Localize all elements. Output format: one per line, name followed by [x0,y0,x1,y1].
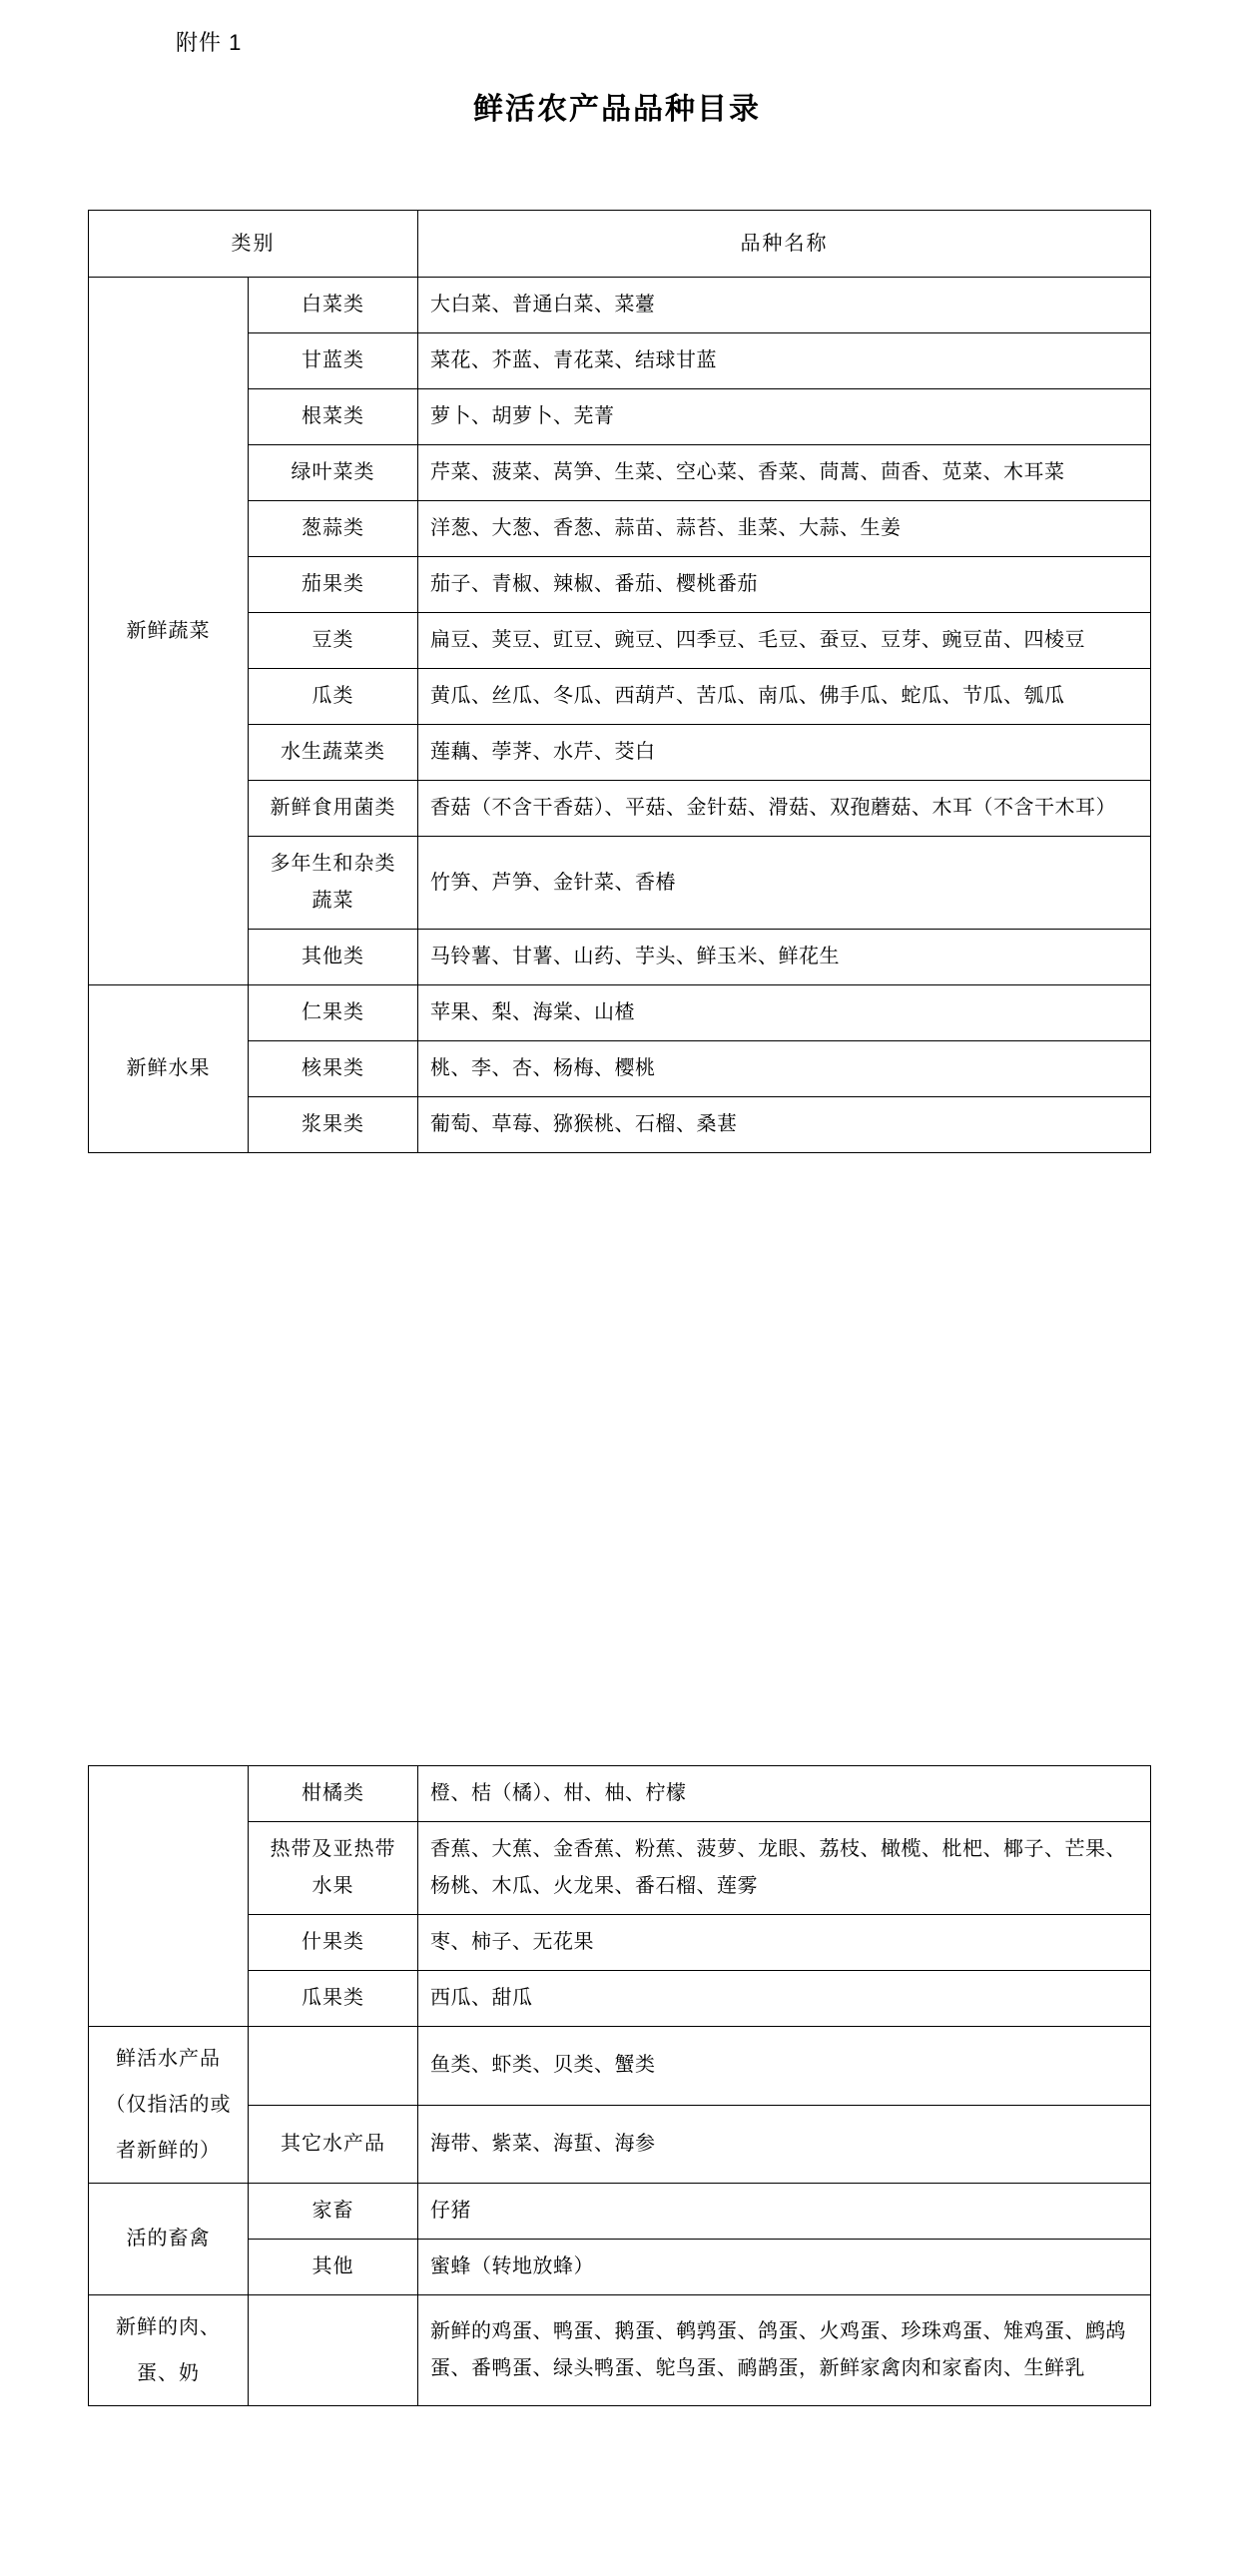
category-sub: 瓜果类 [249,1971,418,2027]
table-row [89,445,1151,501]
category-sub: 其他 [249,2240,418,2295]
category-major-aquatic: 鲜活水产品（仅指活的或者新鲜的） [89,2027,249,2184]
variety-names: 苹果、梨、海棠、山楂 [418,985,1151,1041]
category-sub: 热带及亚热带水果 [249,1822,418,1915]
variety-names: 蜜蜂（转地放蜂） [418,2240,1151,2295]
table-row [89,2105,1151,2184]
variety-names: 马铃薯、甘薯、山药、芋头、鲜玉米、鲜花生 [418,930,1151,985]
variety-names: 香蕉、大蕉、金香蕉、粉蕉、菠萝、龙眼、荔枝、橄榄、枇杷、椰子、芒果、杨桃、木瓜、火龙果、番石榴、莲雾 [418,1822,1151,1915]
category-major-fruits-continued [89,1766,249,2027]
table-row [89,930,1151,985]
variety-names: 洋葱、大葱、香葱、蒜苗、蒜苔、韭菜、大蒜、生姜 [418,501,1151,557]
variety-names: 桃、李、杏、杨梅、樱桃 [418,1041,1151,1097]
table-row [89,2240,1151,2295]
table-row [89,1971,1151,2027]
table-header-row [89,211,1151,278]
table-row [89,278,1151,333]
table-row [89,557,1151,613]
category-major-livestock: 活的畜禽 [89,2184,249,2295]
category-sub [249,2027,418,2106]
header-category: 类别 [89,211,418,278]
table-row [89,1822,1151,1915]
table-row [89,2184,1151,2240]
variety-names: 莲藕、荸荠、水芹、茭白 [418,725,1151,781]
category-sub: 什果类 [249,1915,418,1971]
variety-names: 仔猪 [418,2184,1151,2240]
table-row [89,1097,1151,1153]
catalog-table-continued [88,1765,1151,2406]
variety-names: 鱼类、虾类、贝类、蟹类 [418,2027,1151,2106]
catalog-table-part-2 [88,1765,1150,2406]
attachment-label: 附件 1 [176,30,243,55]
category-sub: 其他类 [249,930,418,985]
table-row [89,837,1151,930]
variety-names: 竹笋、芦笋、金针菜、香椿 [418,837,1151,930]
variety-names: 茄子、青椒、辣椒、番茄、樱桃番茄 [418,557,1151,613]
variety-names: 黄瓜、丝瓜、冬瓜、西葫芦、苦瓜、南瓜、佛手瓜、蛇瓜、节瓜、瓠瓜 [418,669,1151,725]
category-sub: 茄果类 [249,557,418,613]
variety-names: 海带、紫菜、海蜇、海参 [418,2105,1151,2184]
table-row [89,333,1151,389]
table-row [89,1766,1151,1822]
variety-names: 香菇（不含干香菇）、平菇、金针菇、滑菇、双孢蘑菇、木耳（不含干木耳） [418,781,1151,837]
table-row [89,613,1151,669]
catalog-table [88,210,1151,1153]
variety-names: 西瓜、甜瓜 [418,1971,1151,2027]
variety-names: 橙、桔（橘）、柑、柚、柠檬 [418,1766,1151,1822]
category-sub: 葱蒜类 [249,501,418,557]
category-sub: 核果类 [249,1041,418,1097]
category-major-fruits: 新鲜水果 [89,985,249,1153]
variety-names: 葡萄、草莓、猕猴桃、石榴、桑葚 [418,1097,1151,1153]
category-sub: 多年生和杂类蔬菜 [249,837,418,930]
category-sub: 柑橘类 [249,1766,418,1822]
category-sub: 根菜类 [249,389,418,445]
variety-names: 大白菜、普通白菜、菜薹 [418,278,1151,333]
variety-names: 萝卜、胡萝卜、芜菁 [418,389,1151,445]
category-major-vegetables: 新鲜蔬菜 [89,278,249,985]
table-row [89,1915,1151,1971]
category-sub: 豆类 [249,613,418,669]
page-title: 鲜活农产品品种目录 [473,93,761,126]
table-row [89,501,1151,557]
table-row [89,725,1151,781]
category-sub: 绿叶菜类 [249,445,418,501]
table-row [89,669,1151,725]
category-major-meat-egg-milk: 新鲜的肉、蛋、奶 [89,2295,249,2406]
header-variety-name: 品种名称 [418,211,1151,278]
category-sub: 其它水产品 [249,2105,418,2184]
category-sub: 水生蔬菜类 [249,725,418,781]
category-sub: 家畜 [249,2184,418,2240]
table-row [89,2027,1151,2106]
category-sub: 白菜类 [249,278,418,333]
table-row [89,985,1151,1041]
category-sub: 甘蓝类 [249,333,418,389]
variety-names: 芹菜、菠菜、莴笋、生菜、空心菜、香菜、茼蒿、茴香、苋菜、木耳菜 [418,445,1151,501]
category-sub: 新鲜食用菌类 [249,781,418,837]
table-row [89,2295,1151,2406]
table-row [89,781,1151,837]
category-sub: 瓜类 [249,669,418,725]
table-row [89,389,1151,445]
table-row [89,1041,1151,1097]
category-sub: 仁果类 [249,985,418,1041]
variety-names: 菜花、芥蓝、青花菜、结球甘蓝 [418,333,1151,389]
variety-names: 新鲜的鸡蛋、鸭蛋、鹅蛋、鹌鹑蛋、鸽蛋、火鸡蛋、珍珠鸡蛋、雉鸡蛋、鹧鸪蛋、番鸭蛋、绿头鸭蛋、鸵鸟蛋、鸸鹋蛋，新鲜家禽肉和家畜肉、生鲜乳 [418,2295,1151,2406]
variety-names: 扁豆、荚豆、豇豆、豌豆、四季豆、毛豆、蚕豆、豆芽、豌豆苗、四棱豆 [418,613,1151,669]
variety-names: 枣、柿子、无花果 [418,1915,1151,1971]
category-sub [249,2295,418,2406]
category-sub: 浆果类 [249,1097,418,1153]
catalog-table-part-1 [88,210,1150,1153]
